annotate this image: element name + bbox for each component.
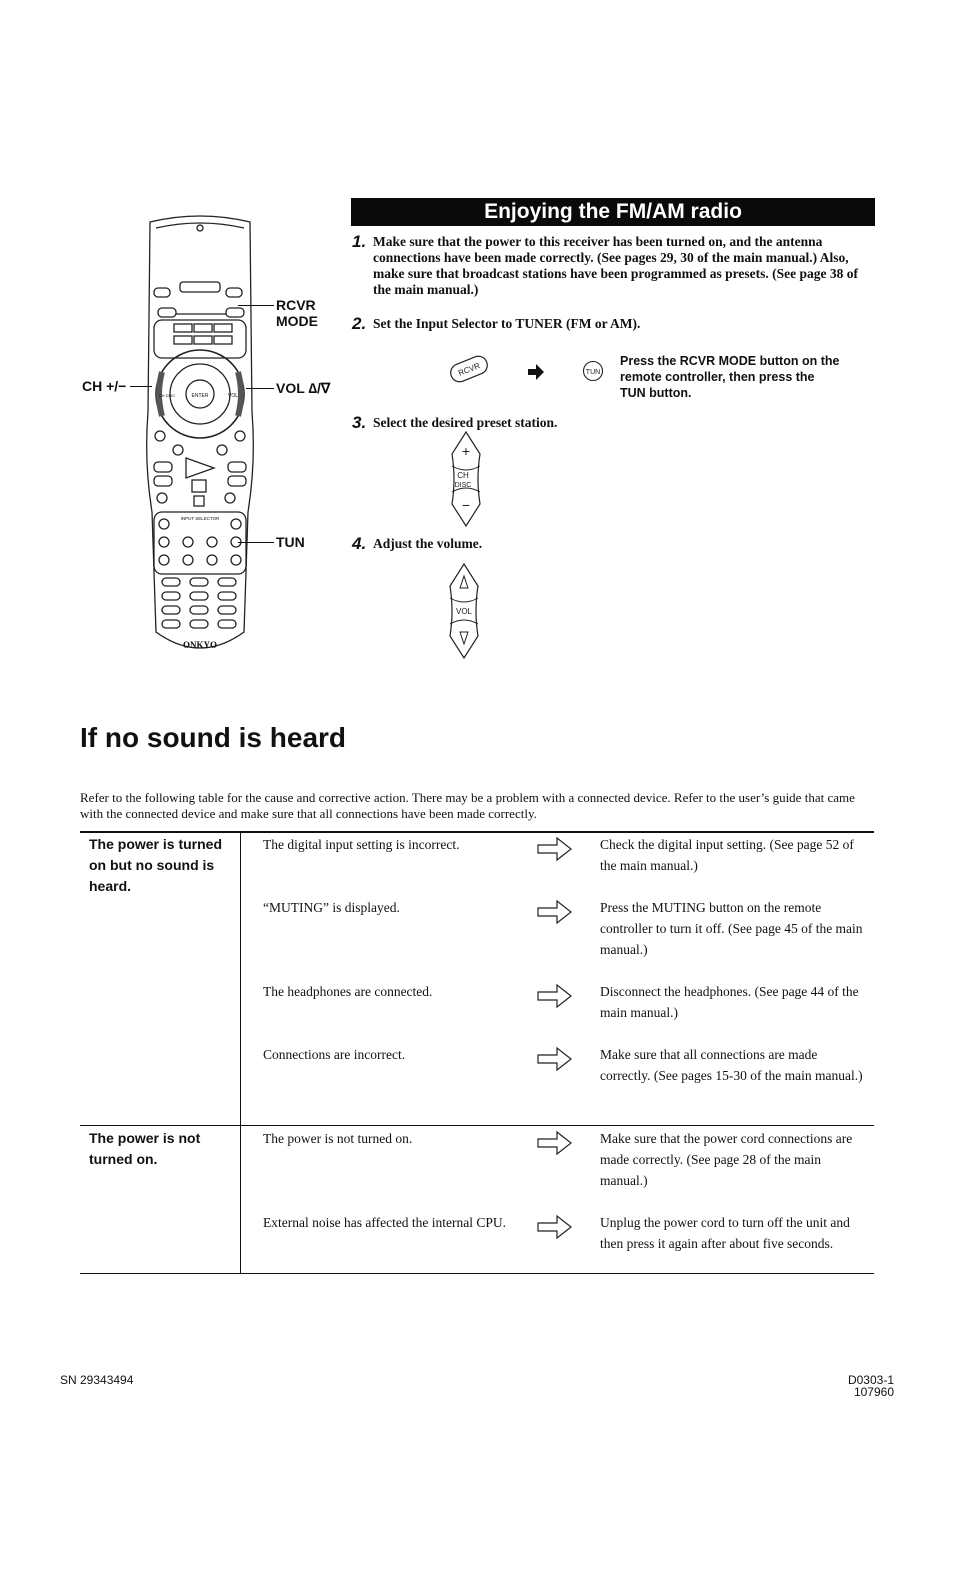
action-digital-input: Check the digital input setting. (See page 52 of the main manual.) — [600, 837, 854, 873]
rcvr-button-icon — [446, 352, 492, 386]
step-4-text: Adjust the volume. — [373, 536, 483, 551]
section-title-banner: Enjoying the FM/AM radio — [351, 198, 875, 226]
action-power-cord: Make sure that the power cord connections are made correctly. (See page 28 of the main manual.) — [600, 1131, 853, 1188]
ch-rocker-icon — [448, 430, 484, 528]
step-1-number: 1. — [352, 232, 367, 251]
vol-label: VOL — [455, 607, 473, 616]
step-2-text: Set the Input Selector to TUNER (FM or AM). — [373, 316, 641, 331]
ch-minus-sign: − — [461, 497, 471, 513]
rcvr-button-label: RCVR — [456, 361, 482, 378]
remote-enter-label: ENTER — [191, 393, 209, 399]
step-4-number: 4. — [352, 534, 367, 553]
action-muting: Press the MUTING button on the remote controller to turn it off. (See page 45 of the main manual.) — [600, 900, 863, 957]
outline-arrow-icon — [537, 1046, 573, 1072]
troubleshoot-intro: Refer to the following table for the cause and corrective action. There may be a problem with a connected device. Refer to the user’s guide that came with the connected device and make sure that all connections have been made correctly. — [80, 790, 855, 821]
table-group-divider — [80, 1125, 874, 1126]
remote-brand-logo: ONKYO — [182, 640, 218, 650]
tun-button-label: TUN — [585, 369, 601, 376]
remote-ch-disc-label: CH DISC — [158, 393, 176, 398]
footer-part-number: 107960 — [853, 1385, 894, 1399]
tun-leader-line — [238, 542, 274, 543]
remote-input-selector-label: INPUT SELECTOR — [180, 516, 220, 521]
remote-vol-label: VOL — [227, 393, 239, 399]
step-3-text: Select the desired preset station. — [373, 415, 558, 430]
remote-control-illustration — [140, 212, 260, 668]
step-3-number: 3. — [352, 413, 367, 432]
right-arrow-icon — [526, 362, 546, 382]
category-power-on-no-sound: The power is turned on but no sound is heard. — [89, 836, 223, 894]
ch-label: CH — [457, 471, 469, 480]
cause-external-noise: External noise has affected the internal CPU. — [263, 1215, 507, 1230]
footer-doc-code: D0303-1 — [847, 1373, 894, 1387]
step-1-text: Make sure that the power to this receiver has been turned on, and the antenna connections have been made correctly. (See pages 29, 30 of the main manual.) Also, make sure that broadcast stations have been programmed as presets. (See page 38 of the main manual.) — [373, 234, 858, 297]
table-bottom-rule — [80, 1273, 874, 1274]
outline-arrow-icon — [537, 1130, 573, 1156]
outline-arrow-icon — [537, 1214, 573, 1240]
cause-digital-input: The digital input setting is incorrect. — [263, 837, 460, 852]
tun-callout: TUN — [276, 534, 305, 550]
category-power-not-on: The power is not turned on. — [89, 1130, 201, 1167]
action-headphones: Disconnect the headphones. (See page 44 of the main manual.) — [600, 984, 859, 1020]
ch-leader-line — [130, 386, 152, 387]
cause-power-off: The power is not turned on. — [263, 1131, 413, 1146]
action-unplug: Unplug the power cord to turn off the unit and then press it again after about five seconds. — [600, 1215, 850, 1251]
vol-callout: VOL ∆/∇ — [276, 380, 331, 396]
step-2-number: 2. — [352, 314, 367, 333]
troubleshoot-title: If no sound is heard — [80, 722, 347, 753]
step-2-instruction: Press the RCVR MODE button on the remote controller, then press the TUN button. — [620, 354, 840, 400]
cause-muting: “MUTING” is displayed. — [263, 900, 400, 915]
outline-arrow-icon — [537, 899, 573, 925]
tun-button-icon — [582, 360, 604, 382]
ch-callout: CH +/− — [82, 378, 127, 394]
table-top-rule — [80, 831, 874, 833]
disc-label: DISC — [454, 482, 472, 489]
rcvr-mode-callout: RCVR MODE — [276, 297, 318, 329]
rcvr-mode-leader-line — [238, 305, 274, 306]
cause-connections: Connections are incorrect. — [263, 1047, 406, 1062]
vol-rocker-icon — [446, 562, 482, 660]
footer-serial-number: SN 29343494 — [60, 1373, 134, 1387]
cause-headphones: The headphones are connected. — [263, 984, 433, 999]
outline-arrow-icon — [537, 983, 573, 1009]
action-connections: Make sure that all connections are made correctly. (See pages 15-30 of the main manual.) — [600, 1047, 863, 1083]
vol-down-triangle — [460, 632, 468, 644]
vol-up-triangle — [460, 576, 468, 588]
outline-arrow-icon — [537, 836, 573, 862]
ch-plus-sign: + — [461, 443, 471, 459]
table-column-divider — [240, 833, 241, 1273]
vol-leader-line — [246, 388, 274, 389]
